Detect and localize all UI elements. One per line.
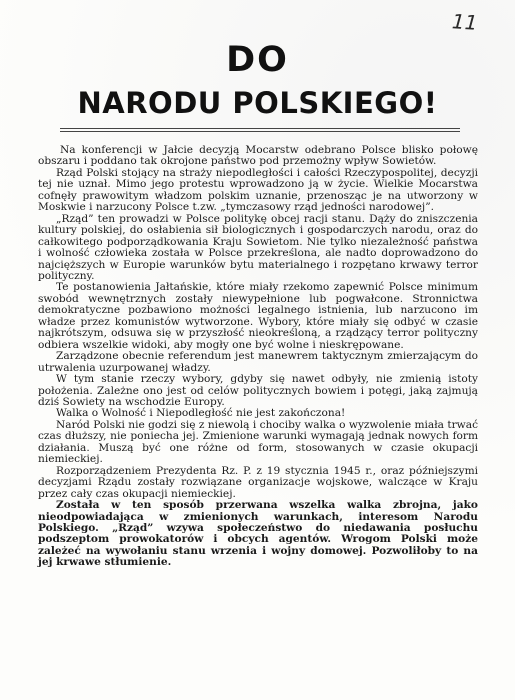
paragraph: Te postanowienia Jałtańskie, które miały rzekomo zapewnić Polsce minimum swobód wewnętrznych zostały niewypełnione lub pogwałcone. Stronnictwa demokratyczne pozbawiono możności legalnego istnienia, lub narzucono im władze przez komunistów wytworzone. Wybory, które miały się odbyć w czasie najkrótszym, odsuwa się w przyszłość nieokreśloną, a rządzący terror polityczny odbiera wszelkie widoki, aby mogły one być wolne i nieskrępowane.: [38, 281, 478, 351]
paragraph: Walka o Wolność i Niepodległość nie jest zakończona!: [56, 407, 346, 420]
title-divider-top: [60, 128, 460, 129]
proclamation-text: [38, 145, 478, 569]
paragraph: W tym stanie rzeczy wybory, gdyby się nawet odbyły, nie zmienią istoty położenia. Zależne ono jest od celów politycznych bowiem i potęgi, jaką zajmują dziś Sowiety na wschodzie Europy.: [38, 373, 478, 408]
paragraph: Została w ten sposób przerwana wszelka walka zbrojna, jako nieodpowiadająca w zmienionych warunkach, interesom Narodu Polskiego. „Rząd” wzywa społeczeństwo do niedawania posłuchu podszeptom prowokatorów i obcych agentów. Wrogom Polski może zależeć na wywołaniu stanu wrzenia i wojny domowej. Pozwoliłoby to na jej krwawe stłumienie.: [38, 499, 478, 569]
title-line-2: NARODU POLSKIEGO!: [77, 86, 438, 120]
title-line-1: DO: [226, 40, 289, 80]
paragraph: Rozporządzeniem Prezydenta Rz. P. z 19 stycznia 1945 r., oraz późniejszymi decyzjami Rządu zostały rozwiązane organizacje wojskowe, walczące w Kraju przez cały czas okupacji niemieckiej.: [38, 464, 478, 500]
title-divider-bottom: [60, 131, 460, 132]
paragraph: Naród Polski nie godzi się z niewolą i chociby walka o wyzwolenie miała trwać czas dłuższy, nie poniecha jej. Zmienione warunki wymagają jednak nowych form działania. Muszą być one różne od form, stosowanych w czasie okupacji niemieckiej.: [38, 418, 478, 466]
paragraph: Zarządzone obecnie referendum jest manewrem taktycznym zmierzającym do utrwalenia uzurpowanej władzy.: [38, 350, 478, 374]
paragraph: Na konferencji w Jałcie decyzją Mocarstw odebrano Polsce blisko połowę obszaru i poddano tak okrojone państwo pod przemożny wpływ Sowietów.: [38, 144, 478, 168]
handwritten-page-number: 11: [451, 9, 479, 35]
paragraph: Rząd Polski stojący na straży niepodległości i całości Rzeczypospolitej, decyzji tej nie uznał. Mimo jego protestu wprowadzono ją w życie. Wielkie Mocarstwa cofnęły prawowitym władzom polskim uznanie, przenosząc je na utworzony w Moskwie i narzucony Polsce t.zw. „tymczasowy rząd jedności narodowej”.: [38, 166, 478, 214]
paragraph: „Rząd” ten prowadzi w Polsce politykę obcej racji stanu. Dąży do zniszczenia kultury polskiej, do osłabienia sił biologicznych i gospodarczych narodu, oraz do całkowitego podporządkowania Kraju Sowietom. Nie tylko niezależność państwa i wolność człowieka została w Polsce przekreślona, ale nadto doprowadzono do najcięższych w Europie warunków bytu materialnego i rozpętano krwawy terror polityczny.: [38, 212, 478, 282]
